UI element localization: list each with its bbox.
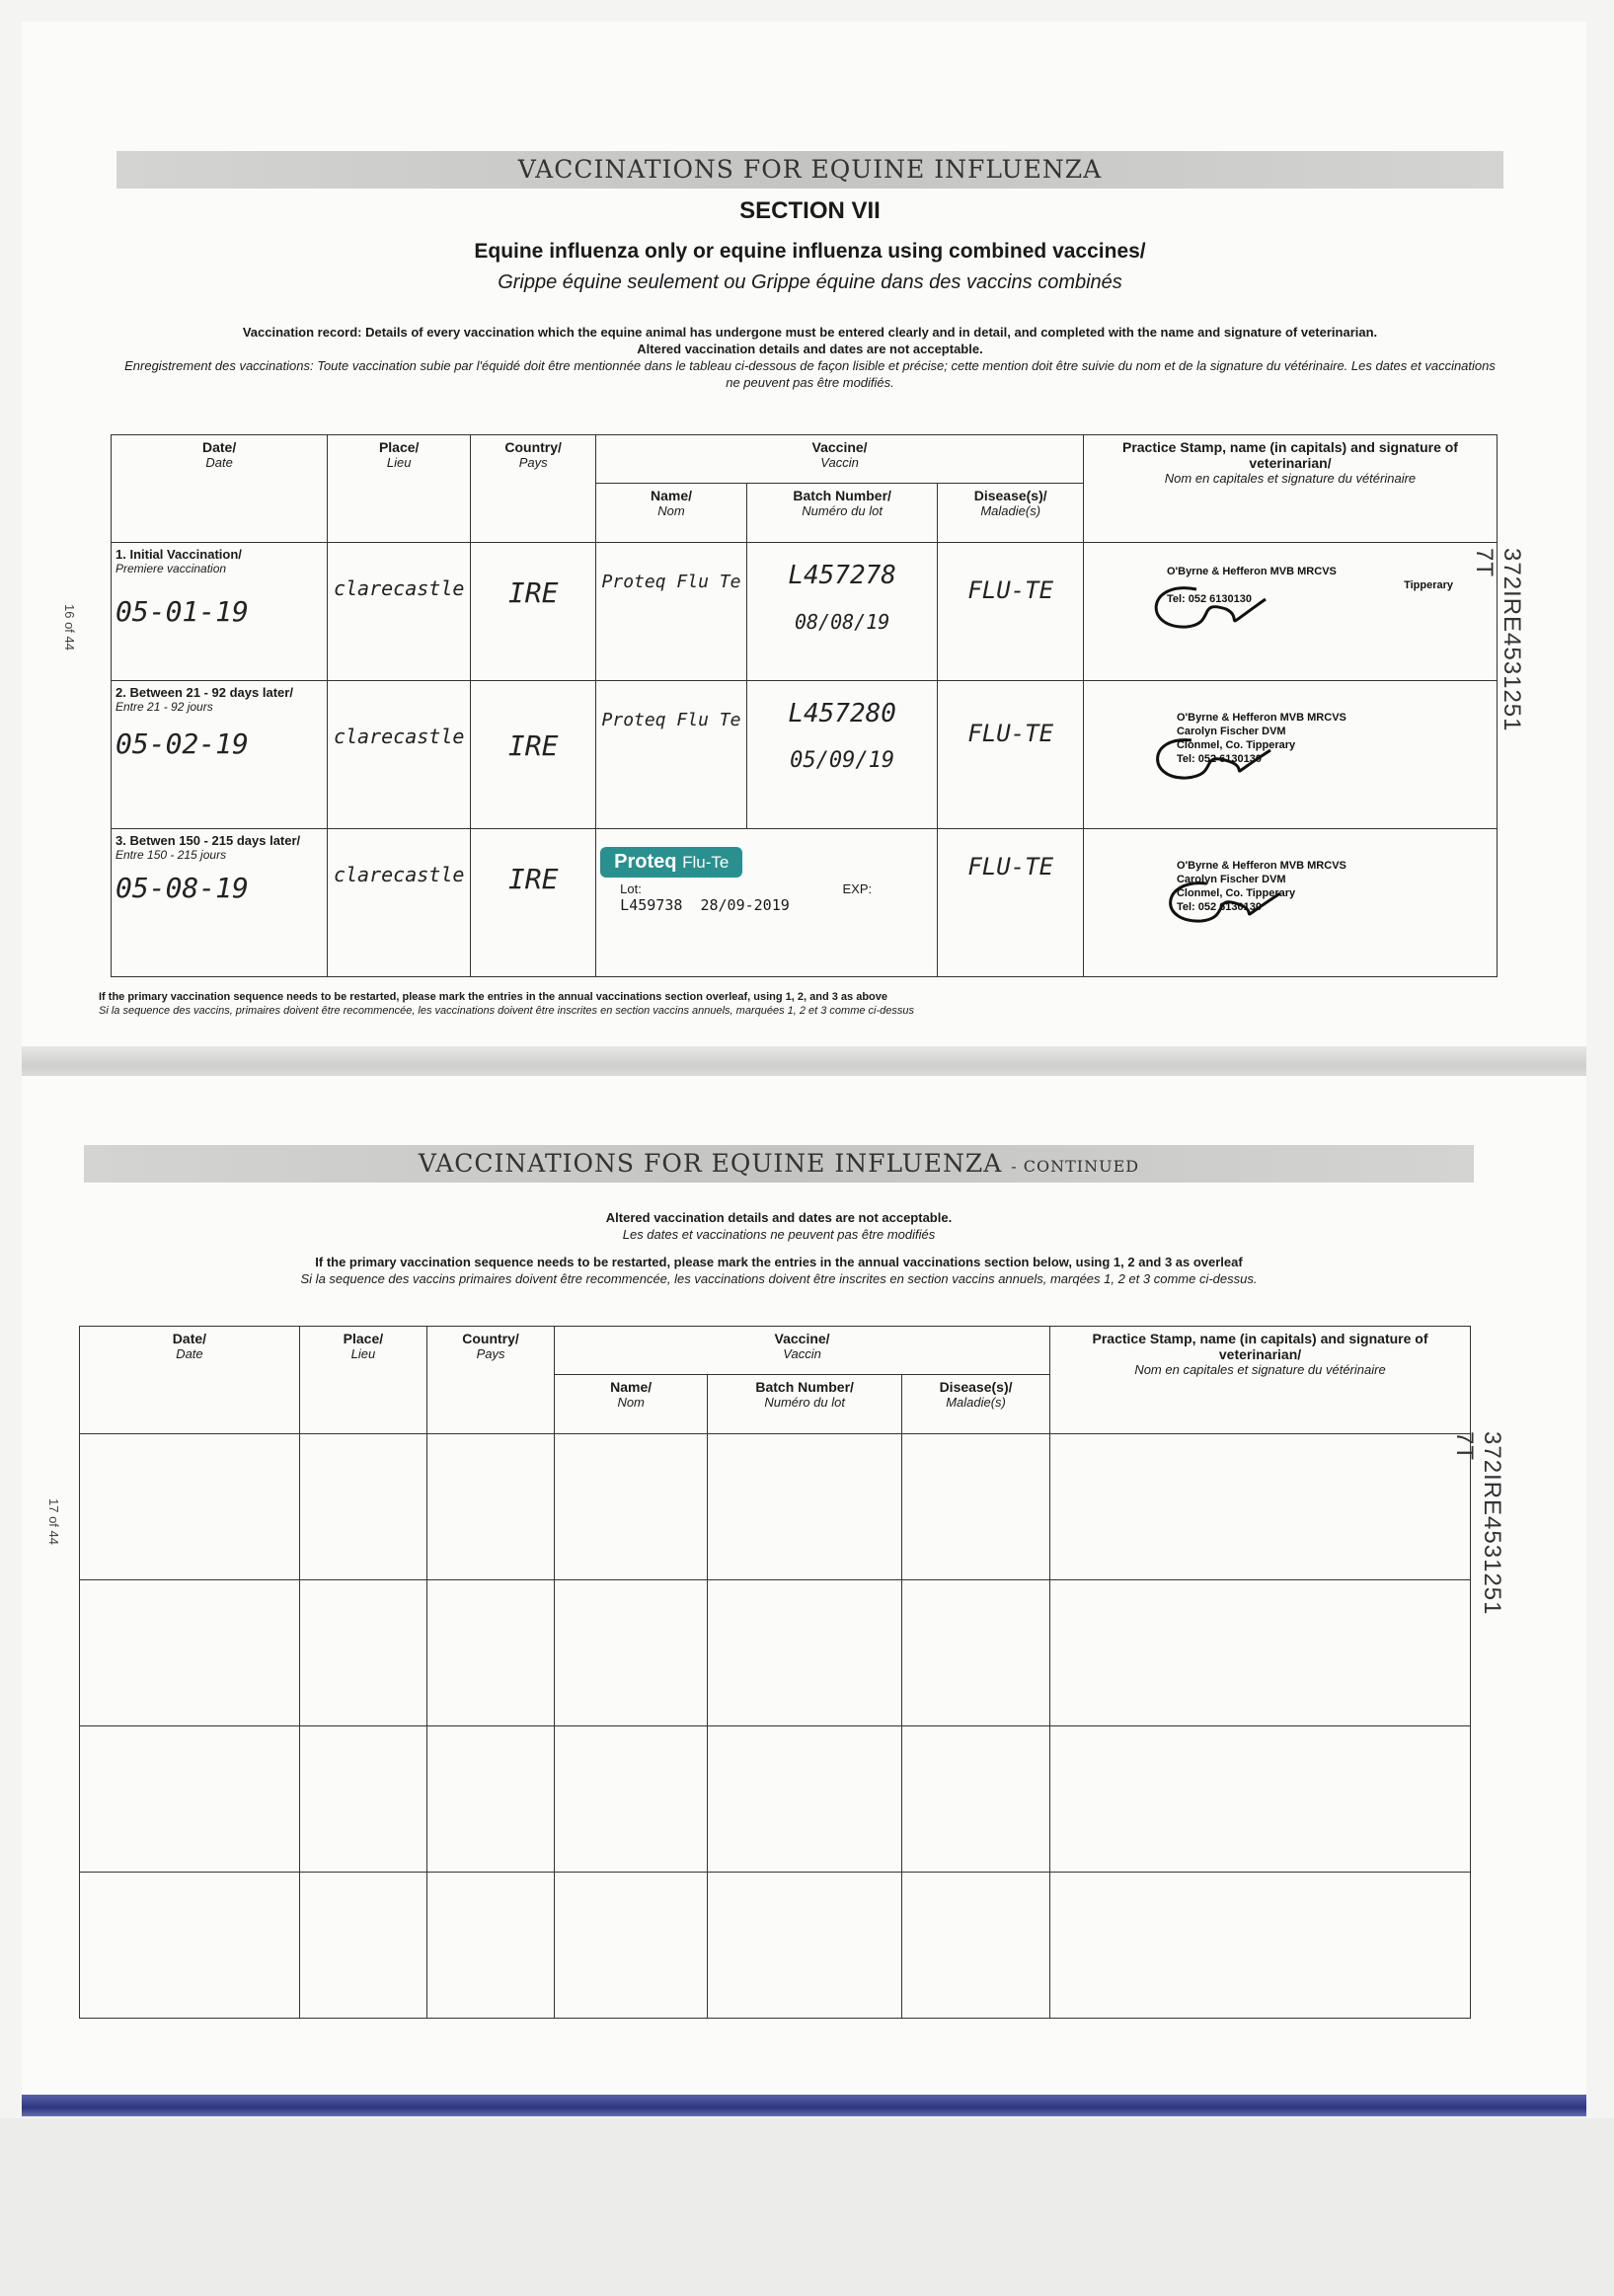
header-disease: Disease(s)/ Maladie(s) xyxy=(902,1375,1050,1434)
subtitle-en: Equine influenza only or equine influenza using combined vaccines/ xyxy=(474,240,1146,263)
header-vaccine: Vaccine/ Vaccin xyxy=(555,1327,1050,1375)
signature-icon xyxy=(1137,721,1315,790)
sticker-labels: Lot: EXP: xyxy=(620,881,873,896)
vaccine-name-value: Proteq Flu Te xyxy=(601,710,741,730)
country-value: IRE xyxy=(507,576,559,609)
footer-en: If the primary vaccination sequence needs to be restarted, please mark the entries in the annual vaccinations section overleaf, using 1, 2, and 3 as above xyxy=(99,991,888,1003)
footer-fr: Si la sequence des vaccins, primaires doivent être recommencée, les vaccinations doivent être inscrites en section vaccins annuels, marquées 1, 2 et 3 comme ci-dessus xyxy=(99,1005,915,1017)
header-place: Place/ Lieu xyxy=(328,435,471,543)
banner-title: VACCINATIONS FOR EQUINE INFLUENZA xyxy=(418,1149,1003,1178)
sticker-product: Flu-Te xyxy=(682,853,730,872)
passport-id-2: 372IRE4531251 7T xyxy=(1451,1431,1505,1616)
header-country: Country/ Pays xyxy=(471,435,596,543)
row-label: 1. Initial Vaccination/ Premiere vaccination 05-01-19 xyxy=(112,543,328,681)
header-name: Name/ Nom xyxy=(555,1375,708,1434)
vaccine-sticker-cell xyxy=(596,829,938,977)
signature-icon xyxy=(1137,570,1315,639)
table-row xyxy=(112,829,1498,977)
banner-title: VACCINATIONS FOR EQUINE INFLUENZA xyxy=(517,155,1103,184)
expiry-value: 08/08/19 xyxy=(794,610,890,634)
date-value: 05-01-19 xyxy=(115,595,249,628)
vet-stamp: O'Byrne & Hefferon MVB MRCVS Tipperary Tel: 052 6130130 xyxy=(1167,565,1493,606)
place-value: clarecastle xyxy=(333,863,465,886)
vet-stamp: O'Byrne & Hefferon MVB MRCVS Carolyn Fischer DVM Clonmel, Co. Tipperary Tel: 052 6130130 xyxy=(1177,859,1493,914)
table-row xyxy=(80,1873,1471,2019)
record-fr: Enregistrement des vaccinations: Toute vaccination subie par l'équidé doit être mentionnée dans le tableau ci-dessous de façon lisible et précise; cette mention doit être suivie du nom et de la signature du vétérinaire. Les dates et vaccinations ne peuvent pas être modifiés. xyxy=(124,358,1496,390)
restart-en: If the primary vaccination sequence needs to be restarted, please mark the entries in the annual vaccinations section below, using 1, 2 and 3 as overleaf xyxy=(315,1255,1243,1269)
altered-en: Altered vaccination details and dates are not acceptable. xyxy=(605,1210,953,1225)
header-date: Date/ Date xyxy=(112,435,328,543)
vaccine-name-value: Proteq Flu Te xyxy=(601,572,741,592)
header-stamp: Practice Stamp, name (in capitals) and signature of veterinarian/ Nom en capitales et signature du vétérinaire xyxy=(1083,435,1497,543)
disease-value: FLU-TE xyxy=(967,576,1054,604)
header-country: Country/ Pays xyxy=(426,1327,554,1434)
table-row xyxy=(112,681,1498,829)
disease-value: FLU-TE xyxy=(967,720,1054,747)
header-date: Date/ Date xyxy=(80,1327,300,1434)
subtitle-fr: Grippe équine seulement ou Grippe équine dans des vaccins combinés xyxy=(498,271,1122,293)
continued-vaccination-table xyxy=(79,1326,1471,2019)
record-en: Vaccination record: Details of every vaccination which the equine animal has undergone must be entered clearly and in detail, and completed with the name and signature of veterinarian. xyxy=(242,325,1378,340)
batch-value: L457278 xyxy=(788,561,896,590)
batch-value: L457280 xyxy=(788,699,896,728)
restart-fr: Si la sequence des vaccins primaires doivent être recommencée, les vaccinations doivent être inscrites en section vaccins annuels, marqées 1, 2 et 3 comme ci-dessus. xyxy=(300,1271,1258,1286)
place-value: clarecastle xyxy=(333,725,465,748)
country-value: IRE xyxy=(507,863,559,895)
row-label: 3. Betwen 150 - 215 days later/ Entre 150 - 215 jours 05-08-19 xyxy=(112,829,328,977)
expiry-value: 05/09/19 xyxy=(790,748,895,773)
signature-icon xyxy=(1147,864,1325,933)
passport-id-1: 372IRE4531251 7T xyxy=(1471,548,1525,732)
vaccine-sticker xyxy=(600,847,742,878)
header-vaccine: Vaccine/ Vaccin xyxy=(596,435,1084,484)
header-place: Place/ Lieu xyxy=(299,1327,426,1434)
row-label: 2. Between 21 - 92 days later/ Entre 21 - 92 jours 05-02-19 xyxy=(112,681,328,829)
header-batch: Batch Number/ Numéro du lot xyxy=(746,484,938,543)
table-row xyxy=(80,1580,1471,1726)
date-value: 05-08-19 xyxy=(115,872,249,904)
banner-continued: - CONTINUED xyxy=(1011,1157,1140,1176)
primary-vaccination-table xyxy=(111,434,1498,977)
header-stamp: Practice Stamp, name (in capitals) and signature of veterinarian/ Nom en capitales et signature du vétérinaire xyxy=(1050,1327,1471,1434)
disease-value: FLU-TE xyxy=(967,853,1054,880)
country-value: IRE xyxy=(507,729,559,762)
table-row xyxy=(80,1434,1471,1580)
record-note xyxy=(116,324,1503,391)
page-number-16: 16 of 44 xyxy=(62,604,77,651)
table-row xyxy=(80,1726,1471,1873)
header-disease: Disease(s)/ Maladie(s) xyxy=(938,484,1084,543)
section-title: SECTION VII xyxy=(739,197,881,224)
page-banner-continued xyxy=(84,1145,1474,1183)
sticker-lot-exp: L459738 28/09-2019 xyxy=(620,896,790,914)
altered-fr: Les dates et vaccinations ne peuvent pas être modifiés xyxy=(622,1227,936,1242)
vet-stamp: O'Byrne & Hefferon MVB MRCVS Carolyn Fischer DVM Clonmel, Co. Tipperary Tel: 052 6130130 xyxy=(1177,711,1493,766)
restart-note-2 xyxy=(84,1254,1474,1287)
cover-edge xyxy=(22,2095,1586,2116)
page-number-17: 17 of 44 xyxy=(46,1498,61,1545)
page-banner xyxy=(116,151,1503,189)
place-value: clarecastle xyxy=(333,576,465,600)
restart-note-1 xyxy=(99,990,1481,1018)
header-name: Name/ Nom xyxy=(596,484,747,543)
sticker-brand: Proteq xyxy=(614,851,677,873)
altered-note xyxy=(84,1209,1474,1243)
header-batch: Batch Number/ Numéro du lot xyxy=(708,1375,902,1434)
background-strip xyxy=(0,2118,1614,2296)
record-en-2: Altered vaccination details and dates are not acceptable. xyxy=(637,342,983,356)
table-row xyxy=(112,543,1498,681)
date-value: 05-02-19 xyxy=(115,727,249,760)
